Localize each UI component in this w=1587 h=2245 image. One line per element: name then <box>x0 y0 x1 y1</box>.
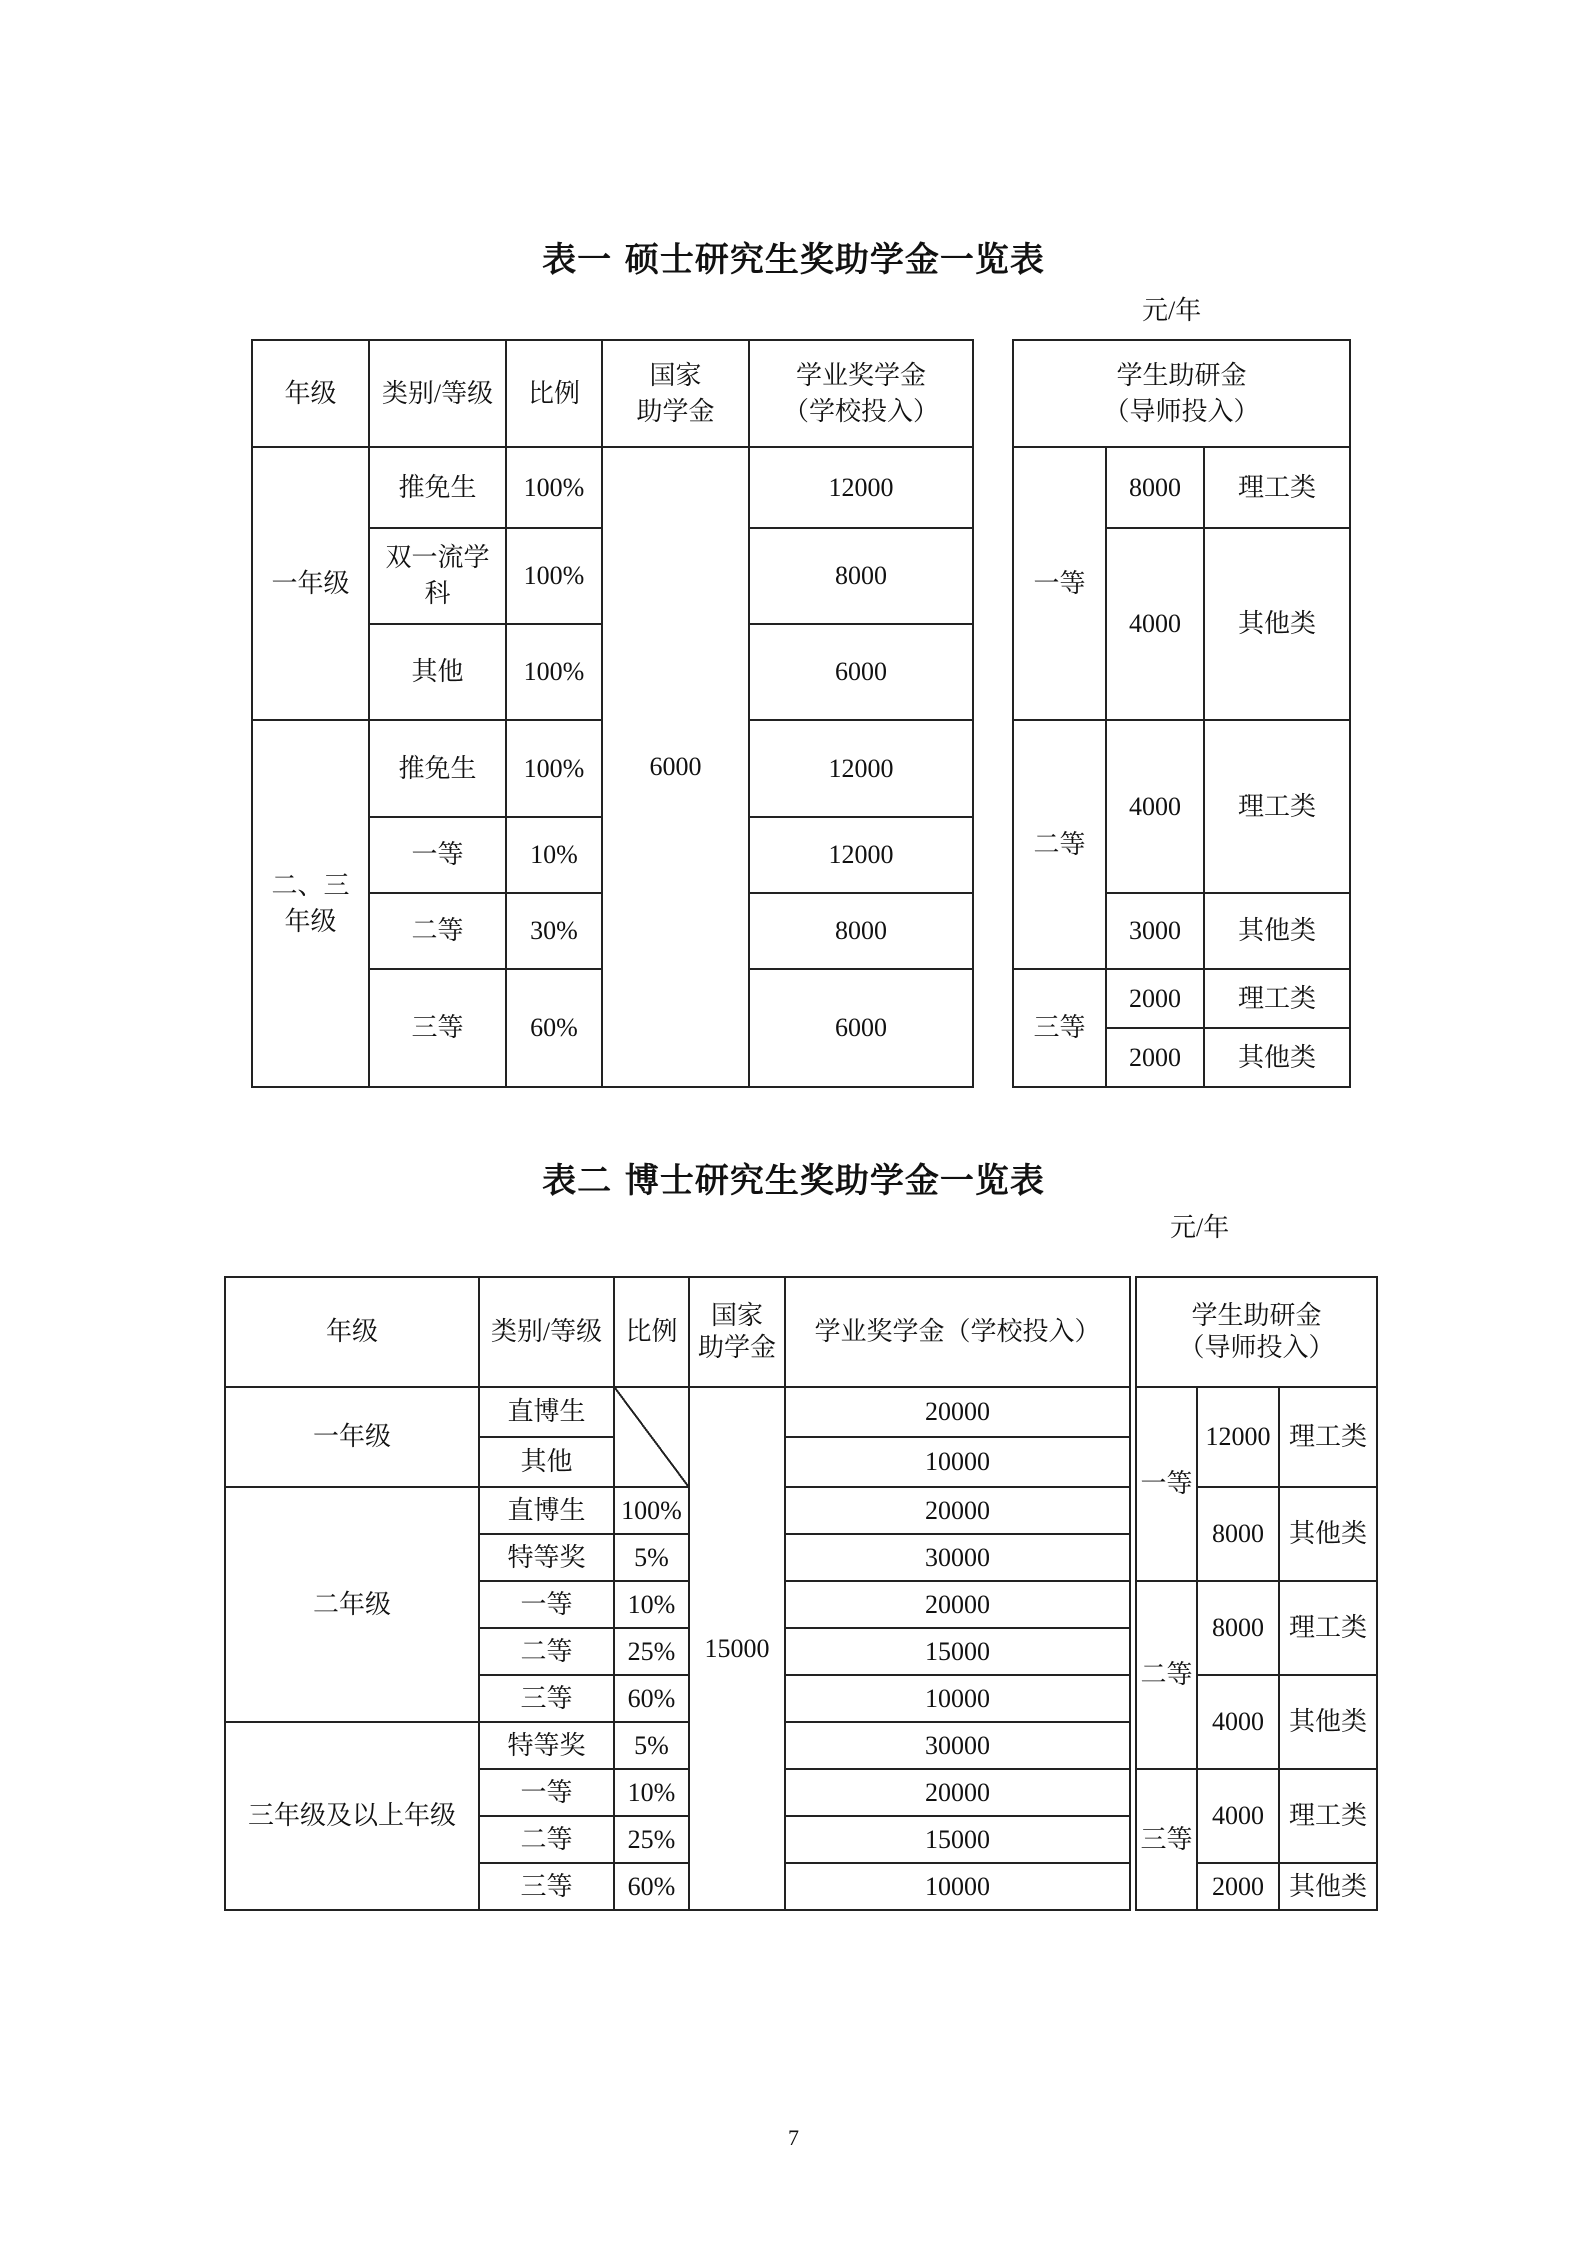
t1-r6-academic: 8000 <box>749 893 973 969</box>
t1-gap-column <box>973 340 1013 1087</box>
t2-row-category: 三等 <box>479 1675 614 1722</box>
t1-a4-amount: 3000 <box>1106 893 1204 969</box>
t1-a5-amount: 2000 <box>1106 969 1204 1028</box>
t2-a4-type: 其他类 <box>1279 1675 1377 1769</box>
t1-header-ratio: 比例 <box>506 340 602 447</box>
t2-row-ratio: 25% <box>614 1816 689 1863</box>
t1-r5-academic: 12000 <box>749 817 973 893</box>
t1-r4-category: 推免生 <box>369 720 506 817</box>
t2-national-value: 15000 <box>689 1387 785 1910</box>
t2-row-academic: 15000 <box>785 1628 1130 1675</box>
t1-header-assist: 学生助研金 （导师投入） <box>1013 340 1350 447</box>
t1-assist-level-2: 二等 <box>1013 720 1106 969</box>
t1-r2-academic: 8000 <box>749 528 973 624</box>
t2-row-ratio: 25% <box>614 1628 689 1675</box>
t2-grade-2: 二年级 <box>225 1487 479 1722</box>
t2-a3-amount: 8000 <box>1197 1581 1279 1675</box>
t2-a6-amount: 2000 <box>1197 1863 1279 1910</box>
t1-r4-academic: 12000 <box>749 720 973 817</box>
t2-row-category: 一等 <box>479 1769 614 1816</box>
t2-a1-type: 理工类 <box>1279 1387 1377 1487</box>
t1-r4-ratio: 100% <box>506 720 602 817</box>
t2-header-academic: 学业奖学金（学校投入） <box>785 1277 1130 1387</box>
t1-r7-ratio: 60% <box>506 969 602 1087</box>
table2-title: 表二 博士研究生奖助学金一览表 <box>542 1161 1045 1201</box>
t1-a4-type: 其他类 <box>1204 893 1350 969</box>
t2-row-category: 三等 <box>479 1863 614 1910</box>
t1-r2-ratio: 100% <box>506 528 602 624</box>
t2-row-academic: 20000 <box>785 1769 1130 1816</box>
t1-assist-level-1: 一等 <box>1013 447 1106 720</box>
t2-row-category: 二等 <box>479 1628 614 1675</box>
t1-a1-type: 理工类 <box>1204 447 1350 528</box>
t2-assist-level-1: 一等 <box>1136 1387 1197 1581</box>
t2-a2-type: 其他类 <box>1279 1487 1377 1581</box>
t2-row-academic: 10000 <box>785 1863 1130 1910</box>
t2-a2-amount: 8000 <box>1197 1487 1279 1581</box>
t1-a3-type: 理工类 <box>1204 720 1350 893</box>
t2-row-academic: 30000 <box>785 1534 1130 1581</box>
t2-row-academic: 10000 <box>785 1437 1130 1487</box>
table2-doctoral-scholarship <box>224 1276 1378 1911</box>
t2-row-ratio: 5% <box>614 1534 689 1581</box>
t1-national-value: 6000 <box>602 447 749 1087</box>
t2-row-ratio: 100% <box>614 1487 689 1534</box>
t1-r1-academic: 12000 <box>749 447 973 528</box>
t2-row-category: 二等 <box>479 1816 614 1863</box>
t2-row-ratio: 60% <box>614 1863 689 1910</box>
t2-row-academic: 30000 <box>785 1722 1130 1769</box>
t2-a5-amount: 4000 <box>1197 1769 1279 1863</box>
t1-r3-category: 其他 <box>369 624 506 720</box>
t2-header-category: 类别/等级 <box>479 1277 614 1387</box>
t1-grade-1: 一年级 <box>252 447 369 720</box>
t1-header-national: 国家 助学金 <box>602 340 749 447</box>
t1-a1-amount: 8000 <box>1106 447 1204 528</box>
t2-header-grade: 年级 <box>225 1277 479 1387</box>
t2-header-national: 国家 助学金 <box>689 1277 785 1387</box>
t2-row-academic: 15000 <box>785 1816 1130 1863</box>
t1-r1-ratio: 100% <box>506 447 602 528</box>
t2-assist-level-2: 二等 <box>1136 1581 1197 1769</box>
t2-assist-level-3: 三等 <box>1136 1769 1197 1910</box>
t2-header-ratio: 比例 <box>614 1277 689 1387</box>
t2-grade-3: 三年级及以上年级 <box>225 1722 479 1910</box>
t1-r7-category: 三等 <box>369 969 506 1087</box>
t2-row-academic: 20000 <box>785 1487 1130 1534</box>
t2-row-ratio: 5% <box>614 1722 689 1769</box>
t1-r1-category: 推免生 <box>369 447 506 528</box>
table1-master-scholarship <box>251 339 1351 1088</box>
t2-row-category: 一等 <box>479 1581 614 1628</box>
t2-row-category: 直博生 <box>479 1487 614 1534</box>
table1-title: 表一 硕士研究生奖助学金一览表 <box>542 240 1045 280</box>
t1-header-grade: 年级 <box>252 340 369 447</box>
t1-r5-ratio: 10% <box>506 817 602 893</box>
t2-row-academic: 20000 <box>785 1581 1130 1628</box>
t1-r6-ratio: 30% <box>506 893 602 969</box>
t2-a4-amount: 4000 <box>1197 1675 1279 1769</box>
t2-ratio-not-applicable <box>614 1387 689 1487</box>
t1-r2-category: 双一流学 科 <box>369 528 506 624</box>
t1-a5-type: 理工类 <box>1204 969 1350 1028</box>
t1-grade-23: 二、三 年级 <box>252 720 369 1087</box>
t1-r3-academic: 6000 <box>749 624 973 720</box>
t2-a6-type: 其他类 <box>1279 1863 1377 1910</box>
t2-row-academic: 10000 <box>785 1675 1130 1722</box>
t2-grade-1: 一年级 <box>225 1387 479 1487</box>
t1-r7-academic: 6000 <box>749 969 973 1087</box>
table2-unit: 元/年 <box>1170 1213 1230 1242</box>
t2-row-ratio: 10% <box>614 1769 689 1816</box>
t1-r5-category: 一等 <box>369 817 506 893</box>
t1-r3-ratio: 100% <box>506 624 602 720</box>
t2-row-category: 直博生 <box>479 1387 614 1437</box>
t2-row-ratio: 60% <box>614 1675 689 1722</box>
t2-row-category: 特等奖 <box>479 1722 614 1769</box>
t2-a1-amount: 12000 <box>1197 1387 1279 1487</box>
t1-a3-amount: 4000 <box>1106 720 1204 893</box>
t1-a6-amount: 2000 <box>1106 1028 1204 1087</box>
t1-r6-category: 二等 <box>369 893 506 969</box>
t2-row-academic: 20000 <box>785 1387 1130 1437</box>
t1-header-academic: 学业奖学金 （学校投入） <box>749 340 973 447</box>
t2-row-category: 特等奖 <box>479 1534 614 1581</box>
t1-a2-type: 其他类 <box>1204 528 1350 720</box>
t1-a2-amount: 4000 <box>1106 528 1204 720</box>
page-number: 7 <box>788 2125 799 2150</box>
t1-header-category: 类别/等级 <box>369 340 506 447</box>
t1-assist-level-3: 三等 <box>1013 969 1106 1087</box>
t2-row-ratio: 10% <box>614 1581 689 1628</box>
t2-header-assist: 学生助研金 （导师投入） <box>1136 1277 1377 1387</box>
t1-a6-type: 其他类 <box>1204 1028 1350 1087</box>
t2-a5-type: 理工类 <box>1279 1769 1377 1863</box>
t2-a3-type: 理工类 <box>1279 1581 1377 1675</box>
t2-row-category: 其他 <box>479 1437 614 1487</box>
table1-unit: 元/年 <box>1142 296 1202 325</box>
